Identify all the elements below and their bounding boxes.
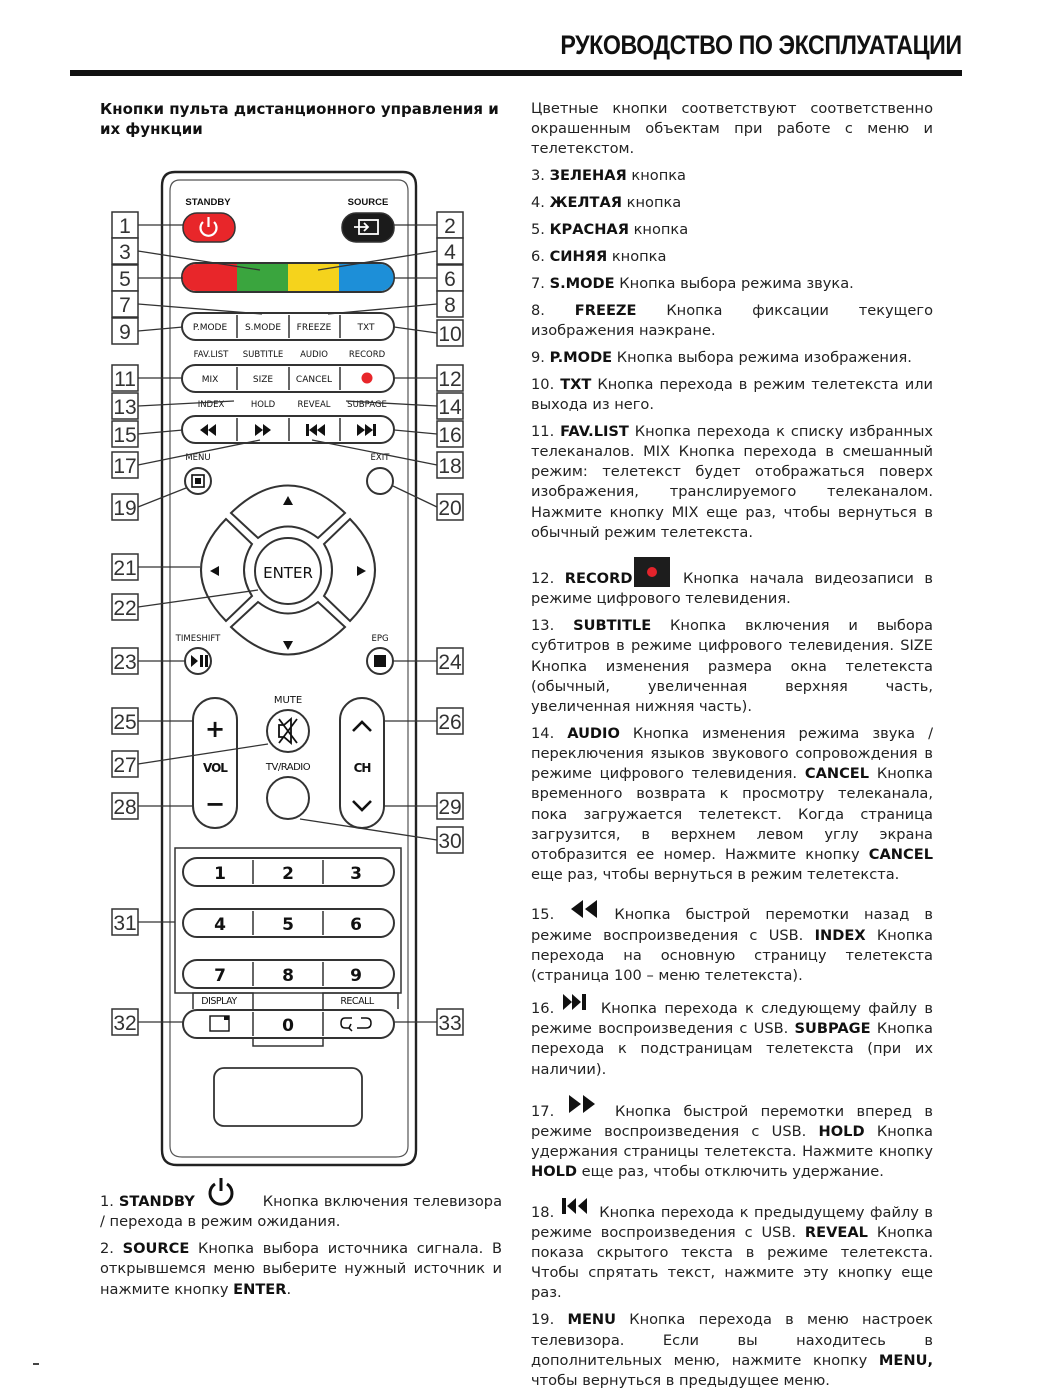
svg-text:2: 2 [444, 215, 456, 238]
item-15: 15. Кнопка быстрой перемотки назад в режиме воспроизведения с USB. INDEX Кнопка перехода на основную страницу телетекста (страница 100 – меню телетекста). [531, 899, 933, 986]
freeze-button[interactable]: FREEZE [296, 323, 332, 333]
item-5: 5. КРАСНАЯ кнопка [531, 221, 689, 239]
svg-text:9: 9 [119, 321, 131, 344]
favlist-label: FAV.LIST [193, 350, 229, 360]
right-descriptions [531, 99, 933, 1398]
svg-text:32: 32 [113, 1012, 137, 1035]
item-11: 11. FAV.LIST Кнопка перехода к списку избранных телеканалов. MIX Кнопка перехода в смешанный режим: телетекст будет отображаться поверх изображения, транслируемого телеканалом. Нажмите кнопку MIX еще раз, чтобы вернуться в обычный режим телетекста. [531, 422, 934, 541]
epg-button[interactable] [367, 648, 393, 674]
record-icon [634, 557, 670, 587]
svg-text:3: 3 [119, 241, 131, 264]
bottom-row [183, 1010, 394, 1038]
svg-text:19: 19 [113, 497, 137, 520]
remote-control-diagram [100, 165, 480, 1175]
subpage-label: SUBPAGE [347, 400, 387, 410]
svg-text:14: 14 [438, 396, 462, 419]
channel-rocker[interactable] [340, 698, 384, 828]
svg-text:21: 21 [113, 557, 137, 580]
item-4: 4. ЖЕЛТАЯ кнопка [531, 194, 682, 212]
item-18: 18. Кнопка перехода к предыдущему файлу в режиме воспроизведения с USB. REVEAL Кнопка показа скрытого текста в режиме телетекста. Чтобы спрятать текст, нажмите эту кнопку еще раз. [531, 1197, 933, 1304]
svg-text:28: 28 [113, 796, 137, 819]
digit-1[interactable]: 1 [214, 864, 226, 884]
subtitle-label: SUBTITLE [242, 350, 284, 360]
mix-button[interactable]: MIX [201, 375, 219, 385]
digit-0[interactable]: 0 [282, 1016, 294, 1036]
item-10: 10. TXT Кнопка перехода в режим телетекста или выхода из него. [531, 375, 934, 413]
transport-row [182, 416, 394, 443]
source-button[interactable] [342, 213, 394, 242]
svg-text:15: 15 [113, 424, 137, 447]
vol-label: VOL [203, 761, 227, 775]
digit-2[interactable]: 2 [282, 864, 294, 884]
left-descriptions [100, 1190, 502, 1306]
mute-label: MUTE [273, 695, 303, 706]
display-label: DISPLAY [201, 996, 237, 1007]
svg-text:11: 11 [114, 368, 136, 391]
stop-icon [374, 655, 386, 667]
power-icon [204, 1174, 238, 1208]
digit-6[interactable]: 6 [350, 915, 362, 935]
header-rule [70, 70, 962, 76]
digit-4[interactable]: 4 [214, 915, 226, 935]
svg-text:1: 1 [119, 215, 131, 238]
svg-text:16: 16 [438, 424, 462, 447]
ir-window [214, 1068, 362, 1126]
item-14: 14. AUDIO Кнопка изменения режима звука / переключения языков звукового сопровождения в режиме цифрового телевидения. CANCEL Кнопка временного возврата к просмотру телеканала, пока загружается телетекст. Когда страница загрузится, в верхнем левом углу экрана отобразится ее номер. Нажмите кнопку CANCEL еще раз, чтобы вернуться в режим телетекста. [531, 724, 934, 884]
svg-text:29: 29 [438, 796, 462, 819]
color-buttons-intro: Цветные кнопки соответствуют соответственно окрашенным объектам при работе с меню и телетекстом. [531, 100, 933, 158]
audio-label: AUDIO [300, 350, 328, 360]
record-button[interactable] [362, 373, 373, 384]
item-13: 13. SUBTITLE Кнопка включения и выбора субтитров в режиме цифрового телевидения. SIZE Кнопка изменения размера окна телетекста (обычный, увеличенная верхняя часть, увеличенная нижняя часть). [531, 617, 933, 715]
record-label: RECORD [348, 350, 386, 360]
menu-button[interactable] [185, 468, 211, 494]
svg-text:22: 22 [113, 597, 137, 620]
timeshift-button[interactable] [185, 648, 211, 674]
item-2: 2. SOURCE Кнопка выбора источника сигнала. В открывшемся меню выберите нужный источник и нажмите кнопку ENTER. [100, 1240, 503, 1298]
tvradio-label: TV/RADIO [265, 762, 311, 773]
next-track-icon [562, 993, 588, 1011]
svg-text:26: 26 [438, 711, 462, 734]
volume-down-icon: − [204, 790, 226, 818]
hold-label: HOLD [250, 400, 276, 410]
svg-text:23: 23 [113, 651, 137, 674]
cancel-button[interactable]: CANCEL [295, 375, 333, 385]
item-9: 9. P.MODE Кнопка выбора режима изображения. [531, 348, 912, 366]
exit-label: EXIT [370, 453, 390, 463]
svg-text:24: 24 [438, 651, 462, 674]
svg-text:8: 8 [444, 294, 456, 317]
recall-label: RECALL [340, 996, 374, 1007]
ch-label: CH [353, 761, 371, 775]
page-header-title: РУКОВОДСТВО ПО ЭКСПЛУАТАЦИИ [560, 30, 962, 60]
callouts-left [112, 212, 138, 1035]
digit-8[interactable]: 8 [282, 966, 294, 986]
svg-text:4: 4 [444, 241, 456, 264]
standby-label: STANDBY [185, 197, 231, 208]
svg-text:12: 12 [438, 368, 462, 391]
svg-text:18: 18 [438, 455, 462, 478]
digit-9[interactable]: 9 [350, 966, 362, 986]
timeshift-label: TIMESHIFT [175, 634, 221, 644]
item-19: 19. MENU Кнопка перехода в меню настроек телевизора. Если вы находитесь в дополнительных меню, нажмите кнопку MENU, чтобы вернуться в предыдущее меню. [531, 1311, 933, 1389]
digit-7[interactable]: 7 [214, 966, 226, 986]
item-12: 12. RECORD Кнопка начала видеозаписи в режиме цифрового телевидения. [531, 557, 933, 609]
smode-button[interactable]: S.MODE [244, 323, 282, 333]
epg-label: EPG [371, 634, 389, 644]
item-6: 6. СИНЯЯ кнопка [531, 247, 667, 265]
standby-button[interactable] [183, 213, 235, 242]
item-1: 1. STANDBY Кнопка включения телевизора / перехода в режим ожидания. [100, 1190, 502, 1232]
svg-text:7: 7 [119, 294, 131, 317]
callouts-right [437, 212, 463, 1035]
digit-3[interactable]: 3 [350, 864, 362, 884]
previous-track-icon [560, 1197, 590, 1215]
svg-text:6: 6 [444, 268, 456, 291]
item-7: 7. S.MODE Кнопка выбора режима звука. [531, 274, 854, 292]
section-heading: Кнопки пульта дистанционного управления и их функции [100, 100, 499, 138]
svg-text:31: 31 [113, 912, 137, 935]
color-buttons [182, 263, 394, 292]
item-8: 8. FREEZE Кнопка фиксации текущего изображения наэкране. [531, 301, 934, 339]
fast-forward-icon [567, 1094, 597, 1114]
svg-text:20: 20 [438, 497, 462, 520]
function-row-1 [182, 313, 394, 340]
volume-rocker[interactable] [193, 698, 237, 828]
source-label: SOURCE [347, 197, 389, 208]
size-button[interactable]: SIZE [252, 375, 274, 385]
txt-button[interactable]: TXT [357, 323, 375, 333]
function-row-2 [182, 365, 394, 392]
pmode-button[interactable]: P.MODE [192, 323, 228, 333]
svg-text:30: 30 [438, 830, 462, 853]
item-16: 16. Кнопка перехода к следующему файлу в режиме воспроизведения с USB. SUBPAGE Кнопка перехода к подстраницам телетекста (при их наличии). [531, 993, 933, 1080]
exit-button[interactable] [367, 468, 393, 494]
svg-text:27: 27 [113, 754, 137, 777]
item-17: 17. Кнопка быстрой перемотки вперед в режиме воспроизведения с USB. HOLD Кнопка удержания страницы телетекста. Нажмите кнопку HOLD еще раз, чтобы отключить удержание. [531, 1094, 933, 1183]
index-label: INDEX [197, 400, 225, 410]
volume-up-icon: + [204, 715, 226, 743]
svg-text:10: 10 [438, 323, 462, 346]
page-mark [33, 1363, 39, 1365]
svg-text:13: 13 [113, 396, 137, 419]
svg-text:17: 17 [113, 455, 137, 478]
blue-button[interactable] [339, 264, 394, 291]
enter-label: ENTER [263, 564, 313, 582]
svg-text:25: 25 [113, 711, 137, 734]
svg-text:5: 5 [119, 268, 131, 291]
rewind-icon [569, 899, 599, 919]
svg-text:33: 33 [438, 1012, 462, 1035]
tvradio-button[interactable] [267, 777, 309, 819]
red-button[interactable] [183, 264, 238, 291]
mute-button[interactable] [267, 710, 309, 752]
item-3: 3. ЗЕЛЕНАЯ кнопка [531, 167, 686, 185]
menu-label: MENU [185, 453, 211, 463]
reveal-label: REVEAL [297, 400, 331, 410]
number-pad [175, 848, 401, 993]
digit-5[interactable]: 5 [282, 915, 294, 935]
